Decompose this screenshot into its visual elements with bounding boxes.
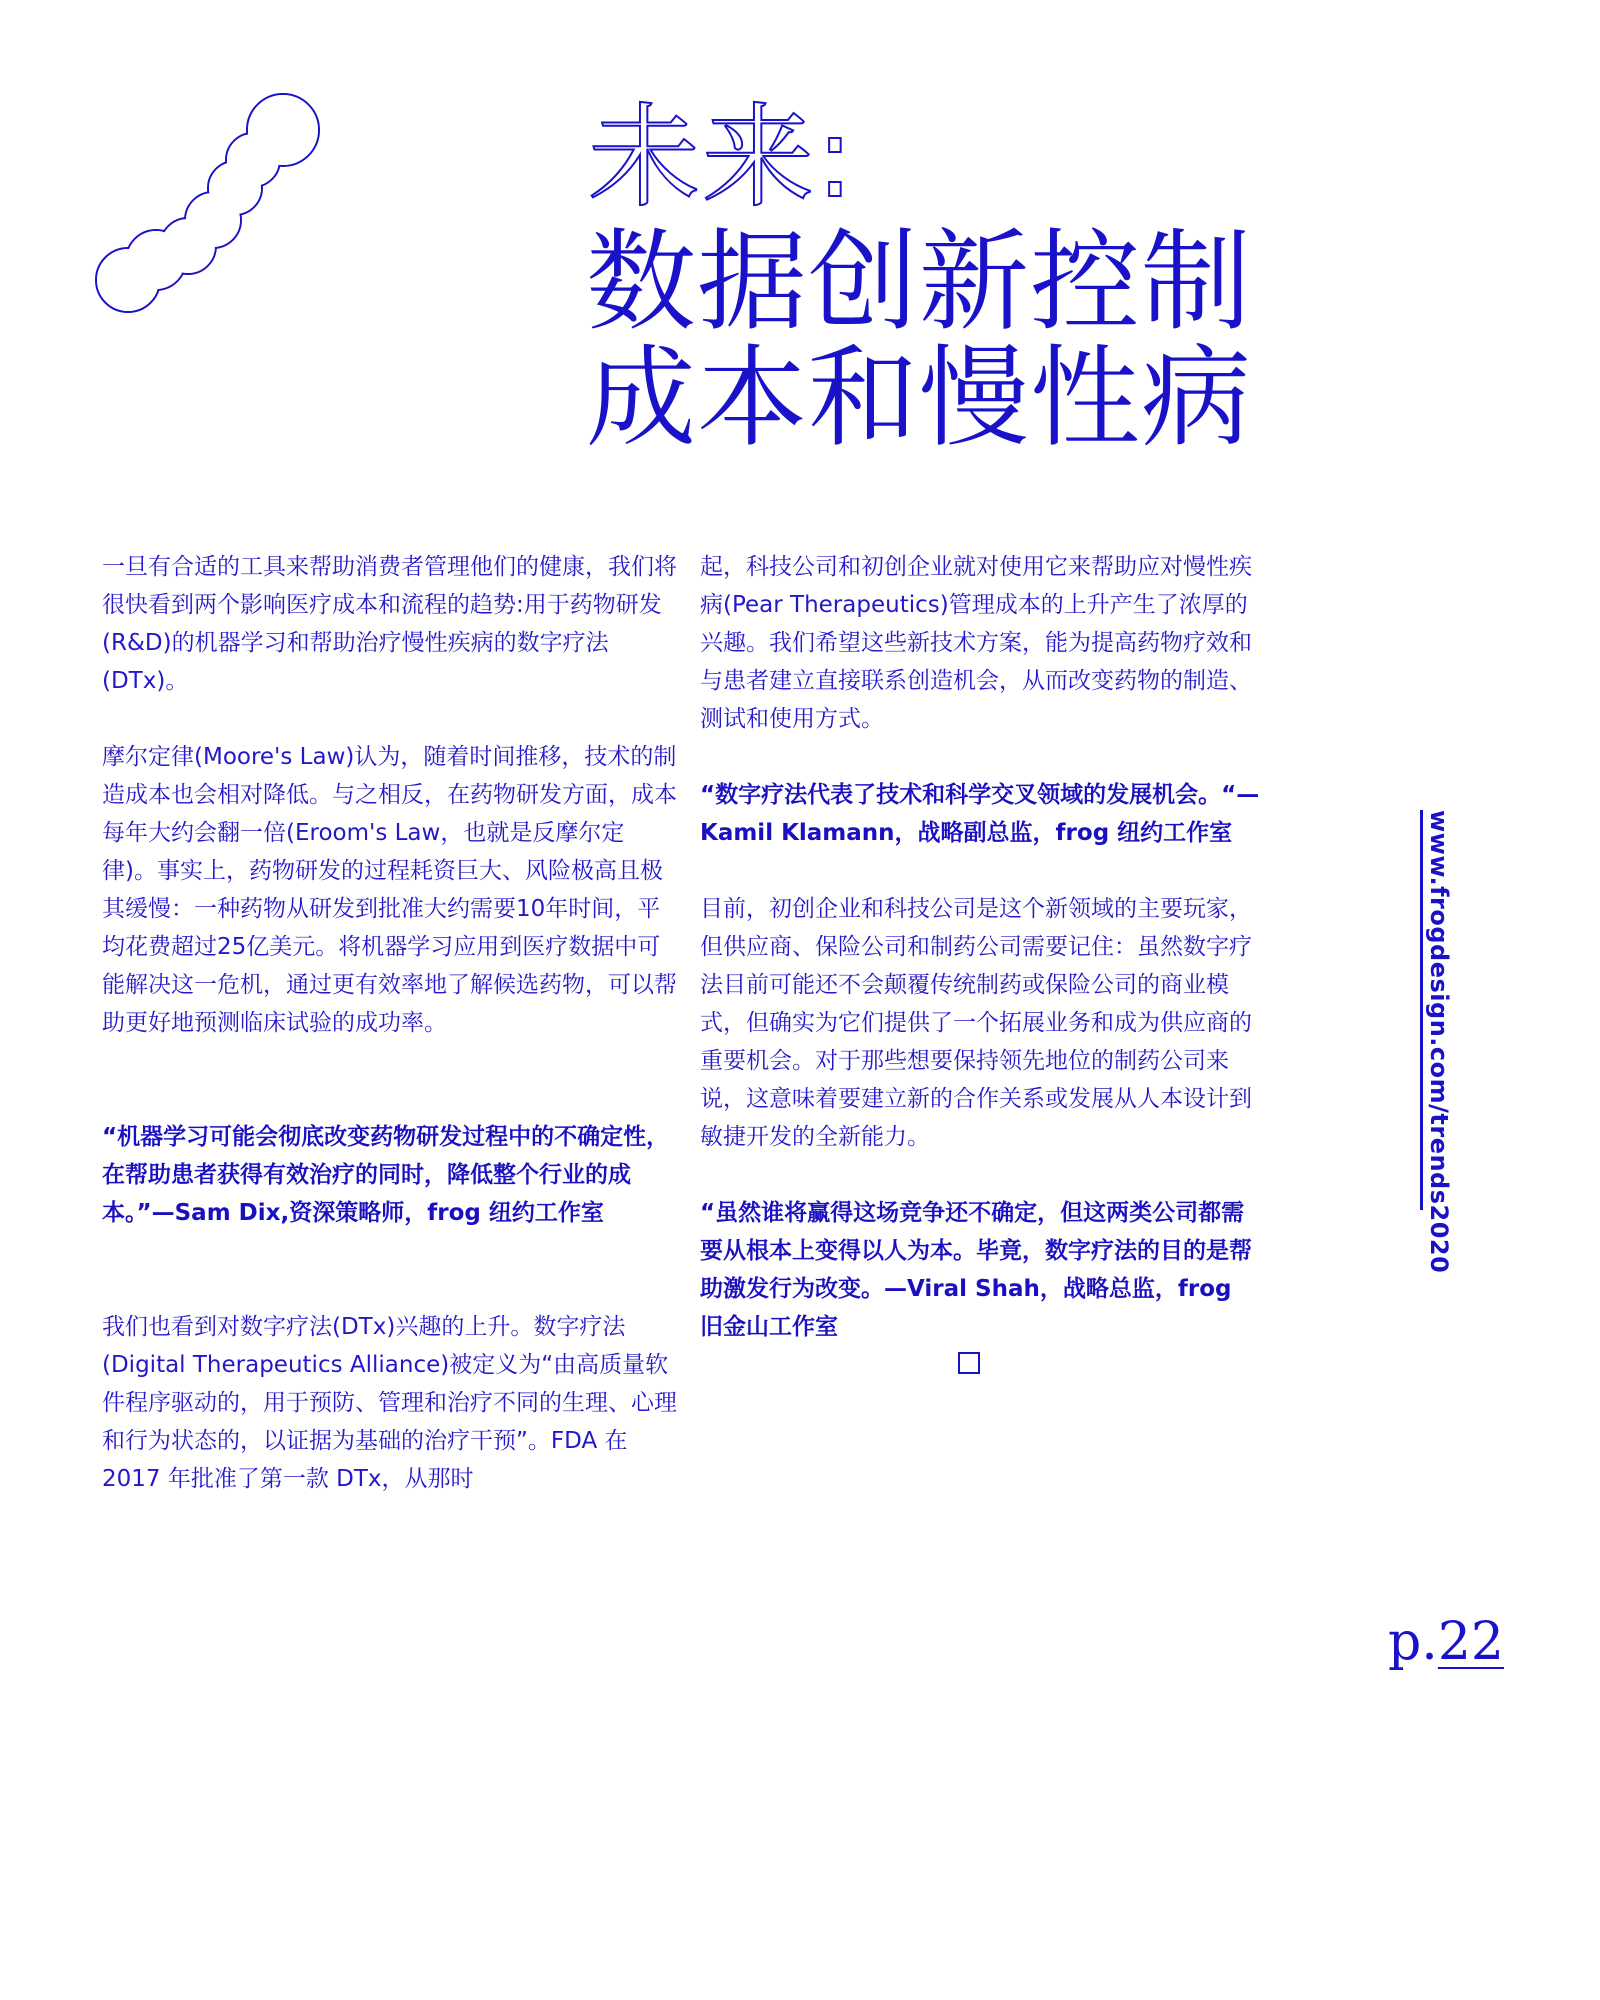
right-column bbox=[700, 548, 1260, 1374]
sidebar-url-text[interactable]: www.frogdesign.com/trends2020 bbox=[1425, 810, 1453, 1274]
left-column bbox=[102, 548, 677, 1498]
paragraph-players: 目前，初创企业和科技公司是这个新领域的主要玩家，但供应商、保险公司和制药公司需要记住：虽然数字疗法目前可能还不会颠覆传统制药或保险公司的商业模式，但确实为它们提供了一个拓展业务和成为供应商的重要机会。对于那些想要保持领先地位的制药公司来说，这意味着要建立新的合作关系或发展从人本设计到敏捷开发的全新能力。 bbox=[700, 896, 1252, 1150]
page-title bbox=[586, 218, 1266, 462]
squiggle-illustration bbox=[88, 88, 348, 328]
page-prefix: p. bbox=[1388, 1612, 1438, 1672]
title-outline: 未来: bbox=[588, 93, 856, 223]
end-mark-icon bbox=[958, 1352, 980, 1374]
paragraph-intro: 一旦有合适的工具来帮助消费者管理他们的健康，我们将很快看到两个影响医疗成本和流程的趋势:用于药物研发(R&D)的机器学习和帮助治疗慢性疾病的数字疗法(DTx)。 bbox=[102, 554, 677, 694]
page-number-digits: 22 bbox=[1437, 1612, 1504, 1672]
title-line-2: 成本和慢性病 bbox=[586, 334, 1252, 462]
paragraph-moores-law: 摩尔定律(Moore's Law)认为，随着时间推移，技术的制造成本也会相对降低。与之相反，在药物研发方面，成本每年大约会翻一倍(Eroom's Law，也就是反摩尔定律)。事实上，药物研发的过程耗资巨大、风险极高且极其缓慢：一种药物从研发到批准大约需要10年时间，平均花费超过25亿美元。将机器学习应用到医疗数据中可能解决这一危机，通过更有效率地了解候选药物，可以帮助更好地预测临床试验的成功率。 bbox=[102, 744, 677, 1036]
pull-quote-viral-shah: “虽然谁将赢得这场竞争还不确定，但这两类公司都需要从根本上变得以人为本。毕竟，数字疗法的目的是帮助激发行为改变。—Viral Shah，战略总监，frog 旧金山工作室 bbox=[700, 1200, 1252, 1340]
paragraph-dtx-continued: 起，科技公司和初创企业就对使用它来帮助应对慢性疾病(Pear Therapeutics)管理成本的上升产生了浓厚的兴趣。我们希望这些新技术方案，能为提高药物疗效和与患者建立直接联系创造机会，从而改变药物的制造、测试和使用方式。 bbox=[700, 554, 1252, 732]
title-line-1: 数据创新控制 bbox=[586, 218, 1252, 346]
sidebar-url[interactable] bbox=[1420, 810, 1458, 1274]
pull-quote-sam-dix: “机器学习可能会彻底改变药物研发过程中的不确定性，在帮助患者获得有效治疗的同时，降低整个行业的成本。”—Sam Dix,资深策略师，frog 纽约工作室 bbox=[102, 1124, 670, 1226]
pull-quote-kamil-klamann: “数字疗法代表了技术和科学交叉领域的发展机会。“—Kamil Klamann，战略副总监，frog 纽约工作室 bbox=[700, 782, 1260, 846]
paragraph-dtx: 我们也看到对数字疗法(DTx)兴趣的上升。数字疗法(Digital Therapeutics Alliance)被定义为“由高质量软件程序驱动的，用于预防、管理和治疗不同的生理、心理和行为状态的，以证据为基础的治疗干预”。FDA 在 2017 年批准了第一款 DTx，从那时 bbox=[102, 1314, 677, 1492]
page-number bbox=[1388, 1612, 1504, 1672]
